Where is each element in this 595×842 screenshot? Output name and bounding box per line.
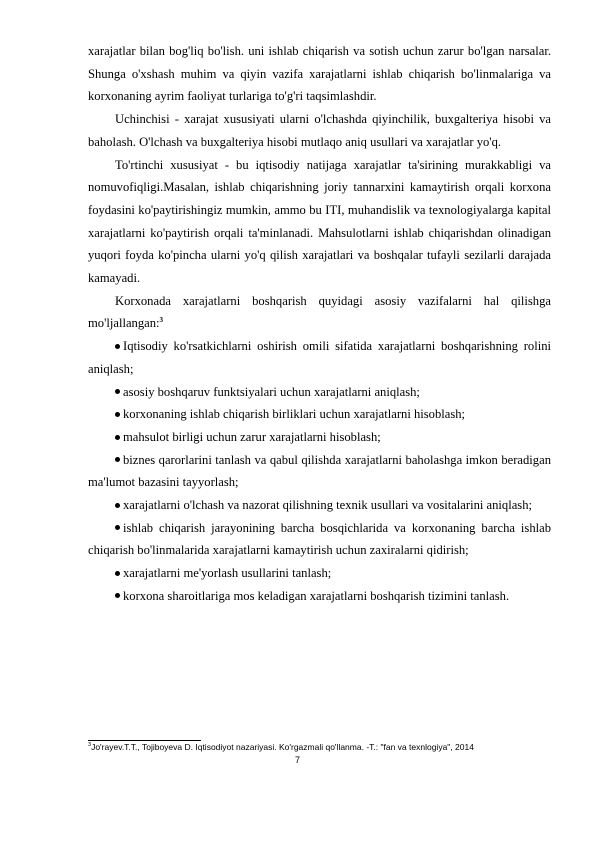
bullet-text: korxona sharoitlariga mos keladigan xarajatlarni boshqarish tizimini tanlash.: [123, 588, 510, 603]
bullet-item: [88, 403, 551, 426]
bullet-text: ishlab chiqarish jarayonining barcha bosqichlarida va korxonaning barcha ishlab chiqarish bo'linmalarida xarajatlarni kamaytirish uchun zaxiralarni qidirish;: [88, 520, 551, 558]
footnote-divider: [88, 740, 201, 741]
paragraph-3: To'rtinchi xususiyat - bu iqtisodiy natijaga xarajatlar ta'sirining murakkabligi va nomuvofiqligi.Masalan, ishlab chiqarishning joriy tannarxini kamaytirish orqali korxona foydasini ko'paytirishingiz mumkin, ammo bu ITI, muhandislik va texnologiyalarga kapital xarajatlarni ko'paytirish orqali ta'minlanadi. Mahsulotlarni ishlab chiqarishdan olinadigan yuqori foyda ko'pincha ularni yo'q qilish xarajatlari va boshqalar tufayli sezilarli darajada kamayadi.: [88, 157, 551, 286]
bullet-icon: [115, 412, 120, 417]
bullet-text: korxonaning ishlab chiqarish birliklari uchun xarajatlarni hisoblash;: [123, 407, 466, 422]
bullet-text: xarajatlarni o'lchash va nazorat qilishning texnik usullari va vositalarini aniqlash;: [123, 498, 533, 513]
bullet-icon: [115, 435, 120, 440]
paragraph-4: [88, 290, 551, 335]
page-number: 7: [294, 755, 300, 765]
bullet-item: [88, 381, 551, 404]
paragraph-4-text: Korxonada xarajatlarni boshqarish quyidagi asosiy vazifalarni hal qilishga mo'ljallangan:: [88, 293, 551, 331]
bullet-icon: [115, 593, 120, 598]
bullet-text: mahsulot birligi uchun zarur xarajatlarni hisoblash;: [123, 429, 381, 444]
footnote-marker: 3: [88, 742, 92, 749]
document-body: [88, 40, 551, 608]
bullet-icon: [115, 571, 120, 576]
paragraph-1: xarajatlar bilan bog'liq bo'lish. uni ishlab chiqarish va sotish uchun zarur bo'lgan narsalar. Shunga o'xshash muhim va qiyin vazifa xarajatlarni ishlab chiqarish bo'linmalariga va korxonaning ayrim faoliyat turlariga to'g'ri taqsimlashdir.: [88, 44, 551, 104]
bullet-item: [88, 335, 551, 380]
footnote-reference: 3: [159, 316, 164, 325]
bullet-item: [88, 562, 551, 585]
bullet-text: asosiy boshqaruv funktsiyalari uchun xarajatlarni aniqlash;: [123, 384, 420, 399]
bullet-text: xarajatlarni me'yorlash usullarini tanlash;: [123, 566, 332, 581]
paragraph-2: Uchinchisi - xarajat xususiyati ularni o'lchashda qiyinchilik, buxgalteriya hisobi va baholash. O'lchash va buxgalteriya hisobi mutlaqo aniq usullari va xarajatlar yo'q.: [88, 112, 551, 149]
bullet-item: [88, 449, 551, 494]
bullet-icon: [115, 503, 120, 508]
bullet-icon: [115, 457, 120, 462]
bullet-item: [88, 585, 551, 608]
bullet-text: biznes qarorlarini tanlash va qabul qilishda xarajatlarni baholashga imkon beradigan ma'lumot bazasini tayyorlash;: [88, 452, 551, 490]
footnote-text: Jo'rayev.T.T., Tojiboyeva D. Iqtisodiyot nazariyasi. Ko'rgazmali qo'llanma. -T.: "fan va texnlogiya", 2014: [91, 742, 474, 752]
bullet-icon: [115, 525, 120, 530]
footnote: [88, 742, 558, 753]
bullet-icon: [115, 389, 120, 394]
bullet-item: [88, 426, 551, 449]
bullet-item: [88, 494, 551, 517]
bullet-text: Iqtisodiy ko'rsatkichlarni oshirish omili sifatida xarajatlarni boshqarishning rolini aniqlash;: [88, 339, 551, 376]
bullet-item: [88, 517, 551, 562]
bullet-icon: [115, 344, 120, 349]
